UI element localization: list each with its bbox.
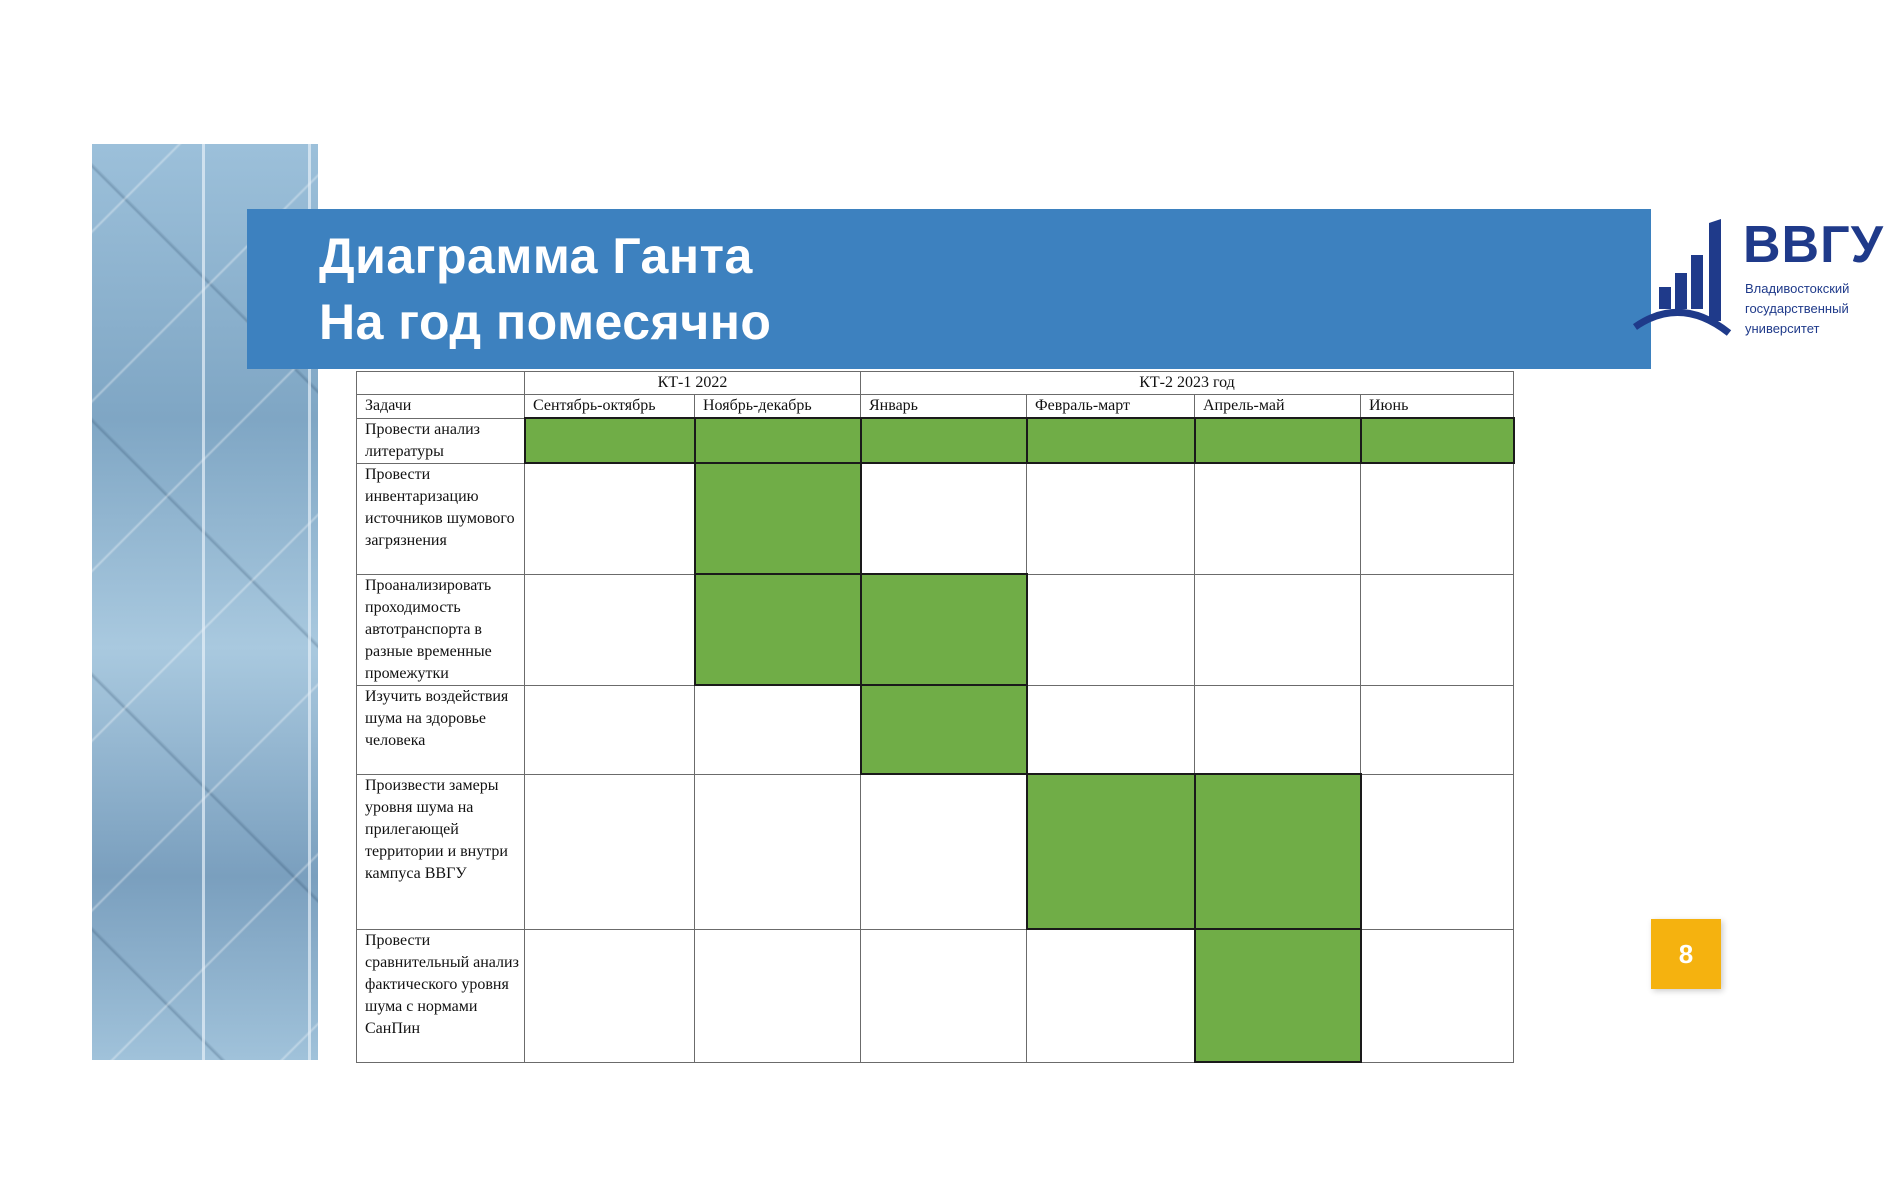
task-name: Изучить воздействия шума на здоровье человека (357, 685, 525, 774)
gantt-cell (1361, 929, 1514, 1062)
gantt-cell (525, 929, 695, 1062)
period-header: Апрель-май (1195, 395, 1361, 419)
title-bar (247, 209, 1884, 369)
gantt-cell (695, 685, 861, 774)
task-name: Проанализировать проходимость автотранспорта в разные временные промежутки (357, 574, 525, 685)
gantt-cell (695, 774, 861, 929)
task-row (357, 574, 1514, 685)
gantt-bar (1195, 418, 1361, 463)
period-header-row (357, 395, 1514, 419)
gantt-cell (525, 574, 695, 685)
task-row (357, 929, 1514, 1062)
gantt-cell (525, 685, 695, 774)
gantt-cell (1195, 574, 1361, 685)
gantt-bar (695, 418, 861, 463)
gantt-cell (1195, 463, 1361, 574)
gantt-cell (861, 463, 1027, 574)
gantt-bar (695, 574, 861, 685)
gantt-cell (1361, 463, 1514, 574)
gantt-bar (1195, 929, 1361, 1062)
logo-text-line3: университет (1745, 321, 1820, 336)
task-column-header: Задачи (357, 395, 525, 419)
logo-text-line2: государственный (1745, 301, 1849, 316)
slide-title: Диаграмма Ганта (319, 228, 753, 284)
period-header: Ноябрь-декабрь (695, 395, 861, 419)
gantt-bar (861, 685, 1027, 774)
logo-bars-icon (1631, 215, 1741, 345)
gantt-bar (1195, 774, 1361, 929)
gantt-bar (525, 418, 695, 463)
gantt-cell (1027, 574, 1195, 685)
task-row (357, 463, 1514, 574)
checkpoint-row (357, 372, 1514, 395)
gantt-bar (695, 463, 861, 574)
page-number-badge: 8 (1651, 919, 1721, 989)
slide-subtitle: На год помесячно (319, 294, 772, 350)
logo-text-line1: Владивостокский (1745, 281, 1850, 296)
gantt-bar (861, 418, 1027, 463)
gantt-table (356, 371, 1515, 1063)
task-name: Провести сравнительный анализ фактического уровня шума с нормами СанПин (357, 929, 525, 1062)
task-name: Произвести замеры уровня шума на прилегающей территории и внутри кампуса ВВГУ (357, 774, 525, 929)
gantt-cell (695, 929, 861, 1062)
gantt-cell (1361, 685, 1514, 774)
period-header: Июнь (1361, 395, 1514, 419)
task-name: Провести инвентаризацию источников шумового загрязнения (357, 463, 525, 574)
logo-abbreviation: ВВГУ (1743, 216, 1884, 274)
checkpoint-header: КТ-1 2022 (525, 372, 861, 395)
gantt-bar (1027, 774, 1195, 929)
gantt-bar (1027, 418, 1195, 463)
task-row (357, 418, 1514, 463)
gantt-bar (1361, 418, 1514, 463)
university-logo (1631, 215, 1893, 345)
task-row (357, 774, 1514, 929)
gantt-cell (525, 774, 695, 929)
gantt-cell (1027, 463, 1195, 574)
period-header: Январь (861, 395, 1027, 419)
gantt-cell (861, 929, 1027, 1062)
task-name: Провести анализ литературы (357, 418, 525, 463)
gantt-cell (1361, 774, 1514, 929)
gantt-cell (1027, 929, 1195, 1062)
task-row (357, 685, 1514, 774)
period-header: Сентябрь-октябрь (525, 395, 695, 419)
checkpoint-header: КТ-2 2023 год (861, 372, 1514, 395)
gantt-cell (1195, 685, 1361, 774)
gantt-cell (1361, 574, 1514, 685)
gantt-cell (1027, 685, 1195, 774)
checkpoint-corner-cell (357, 372, 525, 395)
gantt-cell (525, 463, 695, 574)
gantt-bar (861, 574, 1027, 685)
period-header: Февраль-март (1027, 395, 1195, 419)
gantt-cell (861, 774, 1027, 929)
